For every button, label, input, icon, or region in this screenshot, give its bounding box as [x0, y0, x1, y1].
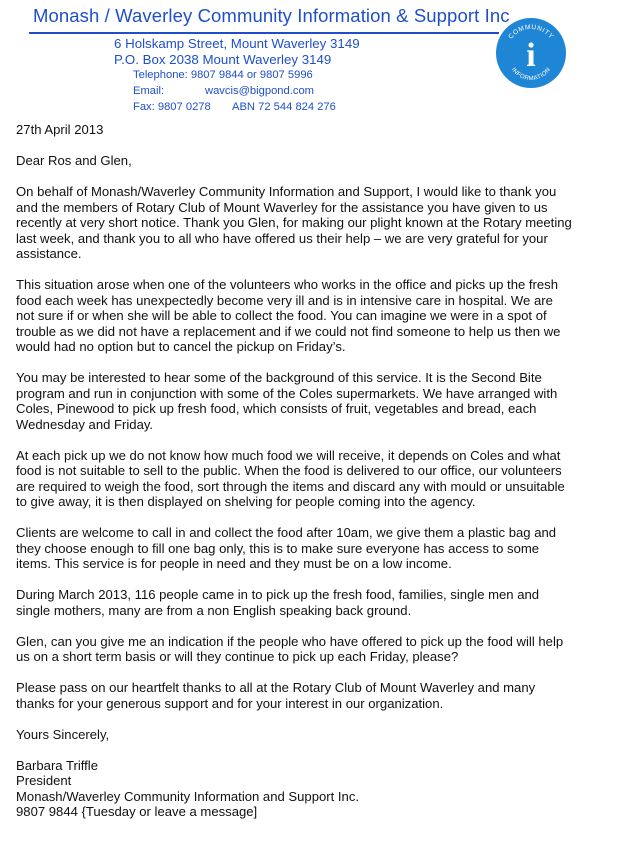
paragraph-line: program and run in conjunction with some of the Coles supermarkets. We have arranged with — [16, 385, 558, 401]
closing: Yours Sincerely, — [16, 726, 110, 742]
letter-paragraph — [16, 277, 620, 355]
letter-paragraph — [16, 525, 620, 572]
logo-letter-i: i — [526, 37, 536, 74]
paragraph-line: Clients are welcome to call in and collect the food after 10am, we give them a plastic bag and — [16, 525, 557, 540]
paragraph-line: us on a short term basis or will they continue to pick up each Friday, please? — [16, 649, 459, 664]
letter-paragraph — [16, 634, 620, 665]
email-address: wavcis@bigpond.com — [205, 85, 314, 97]
letter-body — [16, 122, 620, 820]
letter-paragraph — [16, 370, 620, 432]
paragraph-line: are required to weigh the food, sort through the items and discard any with mould or unsuitable — [16, 478, 565, 494]
email-label: Email: — [133, 85, 165, 97]
salutation: Dear Ros and Glen, — [16, 153, 132, 168]
paragraph-line: items. This service is for people in need and they must be on a low income. — [16, 556, 452, 571]
paragraph-line: and the members of Rotary Club of Mount Waverley for the assistance you have given to us — [16, 199, 548, 215]
paragraph-line: not sure if or when she will be able to collect the food. You can imagine we were in a spot of — [16, 308, 547, 323]
paragraph-line: trouble as we did not have a replacement and if we could not find someone to help us then we — [16, 323, 561, 339]
signatory-organization: Monash/Waverley Community Information and Support Inc. — [16, 788, 360, 804]
paragraph-line: Please pass on our heartfelt thanks to all at the Rotary Club of Mount Waverley and many — [16, 680, 536, 695]
logo-bottom-text: INFORMATION — [509, 66, 553, 83]
paragraph-line: food each week has unexpectedly become very ill and is in intensive care in hospital. We are — [16, 292, 553, 308]
paragraph-line: Coles, Pinewood to pick up fresh food, which consists of fruit, vegetables and bread, each — [16, 401, 537, 416]
abn-number: ABN 72 544 824 276 — [232, 101, 336, 113]
signatory-name: Barbara Triffle — [16, 757, 98, 773]
letter-paragraph — [16, 184, 620, 262]
letter-paragraph — [16, 587, 620, 618]
paragraph-line: You may be interested to hear some of the background of this service. It is the Second Bite — [16, 370, 542, 385]
signatory-title: President — [16, 773, 72, 788]
paragraph-line: assistance. — [16, 246, 82, 261]
letter-paragraph — [16, 680, 620, 711]
telephone-line: Telephone: 9807 9844 or 9807 5996 — [133, 69, 313, 81]
postal-address: P.O. Box 2038 Mount Waverley 3149 — [114, 52, 332, 67]
paragraph-line: last week, and thank you to all who have offered us their help – we are very grateful for your — [16, 230, 548, 246]
letter-paragraphs — [16, 184, 620, 727]
paragraph-line: During March 2013, 116 people came in to pick up the fresh food, families, single men and — [16, 587, 540, 602]
paragraph-line: Wednesday and Friday. — [16, 416, 154, 432]
paragraph-line: recently at very short notice. Thank you Glen, for making our plight known at the Rotary meeting — [16, 215, 572, 230]
paragraph-line: At each pick up we do not know how much food we will receive, it depends on Coles and what — [16, 447, 561, 463]
signatory-phone: 9807 9844 {Tuesday or leave a message] — [16, 804, 258, 819]
paragraph-line: On behalf of Monash/Waverley Community Information and Support, I would like to thank you — [16, 184, 557, 199]
header-divider — [29, 32, 499, 34]
paragraph-line: thanks for your generous support and for your interest in our organization. — [16, 695, 444, 711]
letter-paragraph — [16, 448, 620, 510]
letter-date: 27th April 2013 — [16, 122, 104, 137]
paragraph-line: would had no option but to cancel the pickup on Friday’s. — [16, 339, 346, 354]
street-address: 6 Holskamp Street, Mount Waverley 3149 — [114, 36, 360, 51]
paragraph-line: they choose enough to fill one bag only, this is to make sure everyone has access to some — [16, 540, 540, 556]
paragraph-line: food is not suitable to sell to the public. When the food is delivered to our office, our volunteers — [16, 463, 562, 478]
paragraph-line: to give away, it is then displayed on shelving for people coming into the agency. — [16, 494, 476, 509]
paragraph-line: Glen, can you give me an indication if the people who have offered to pick up the food will help — [16, 633, 564, 649]
fax-number: Fax: 9807 0278 — [133, 101, 211, 113]
paragraph-line: single mothers, many are from a non English speaking back ground. — [16, 602, 412, 618]
information-i-icon — [495, 17, 567, 89]
letterhead — [0, 0, 627, 120]
paragraph-line: This situation arose when one of the volunteers who works in the office and picks up the fresh — [16, 277, 559, 292]
logo-top-text: COMMUNITY — [507, 23, 555, 41]
organization-name: Monash / Waverley Community Information & Support Inc — [33, 5, 510, 26]
